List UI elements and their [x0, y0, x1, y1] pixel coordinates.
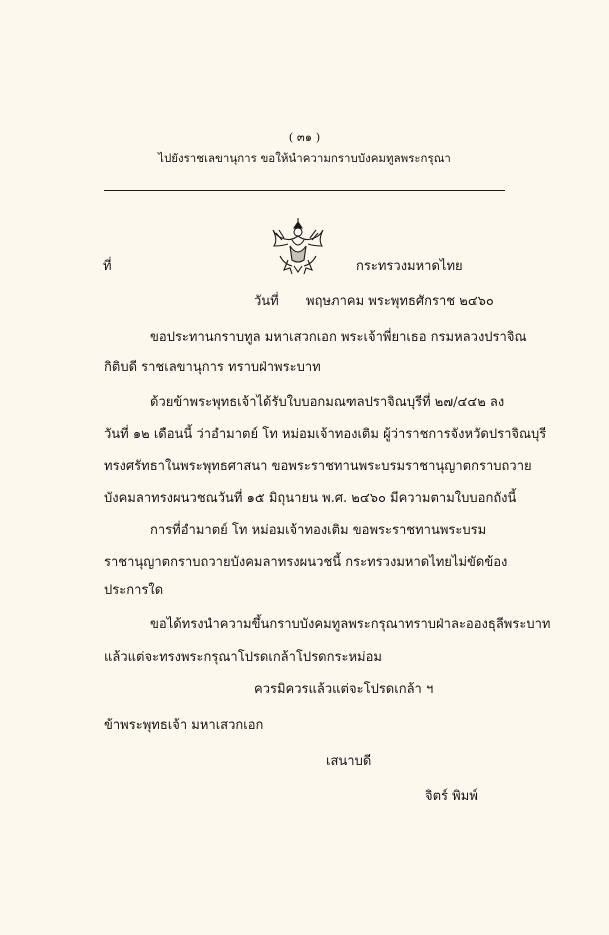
routing-note: ไปยังราชเลขานุการ ขอให้นำความกราบบังคมทูลพระกรุณา — [158, 151, 451, 165]
signer-line: ข้าพระพุทธเจ้า มหาเสวกเอก — [104, 718, 264, 733]
salutation-line-1: ขอประทานกราบทูล มหาเสวกเอก พระเจ้าพี่ยาเธอ กรมหลวงปราจิณ — [150, 330, 527, 345]
paragraph-2-line-1: การที่อำมาตย์ โท หม่อมเจ้าทองเติม ขอพระราชทานพระบรม — [150, 523, 487, 538]
paragraph-1-line-3: ทรงศรัทธาในพระพุทธศาสนา ขอพระราชทานพระบรมราชานุญาตกราบถวาย — [104, 459, 532, 474]
paragraph-1-line-1: ด้วยข้าพระพุทธเจ้าได้รับใบบอกมณฑลปราจิณบุรีที่ ๒๗/๔๔๒ ลง — [150, 395, 505, 410]
paragraph-2-line-3: ประการใด — [104, 583, 164, 598]
signer-name: จิตร์ พิมพ์ — [425, 789, 478, 804]
signer-title: เสนาบดี — [326, 754, 372, 769]
paragraph-3-line-1: ขอได้ทรงนำความขึ้นกราบบังคมทูลพระกรุณาทราบฝ่าละอองธุลีพระบาท — [150, 617, 551, 632]
garuda-emblem-icon — [270, 216, 326, 276]
closing-line: ควรมิควรแล้วแต่จะโปรดเกล้า ฯ — [254, 682, 434, 697]
date-value: พฤษภาคม พระพุทธศักราช ๒๔๖๐ — [306, 294, 494, 309]
salutation-line-2: กิติบดี ราชเลขานุการ ทราบฝ่าพระบาท — [104, 360, 321, 375]
page-number: ( ๓๑ ) — [288, 130, 321, 144]
paragraph-1-line-4: บังคมลาทรงผนวชณวันที่ ๑๕ มิถุนายน พ.ศ. ๒๔๖๐ มีความตามใบบอกถังนี้ — [104, 491, 517, 506]
date-label: วันที่ — [254, 294, 279, 309]
paragraph-2-line-2: ราชานุญาตกราบถวายบังคมลาทรงผนวชนี้ กระทรวงมหาดไทยไม่ขัดข้อง — [104, 555, 508, 570]
paragraph-1-line-2: วันที่ ๑๒ เดือนนี้ ว่าอำมาตย์ โท หม่อมเจ้าทองเติม ผู้ว่าราชการจังหวัดปราจิณบุรี — [104, 427, 547, 442]
ministry-name: กระทรวงมหาดไทย — [356, 259, 463, 274]
reference-label: ที่ — [103, 259, 112, 274]
header-divider — [104, 190, 505, 191]
paragraph-3-line-2: แล้วแต่จะทรงพระกรุณาโปรดเกล้าโปรดกระหม่อม — [104, 650, 382, 665]
